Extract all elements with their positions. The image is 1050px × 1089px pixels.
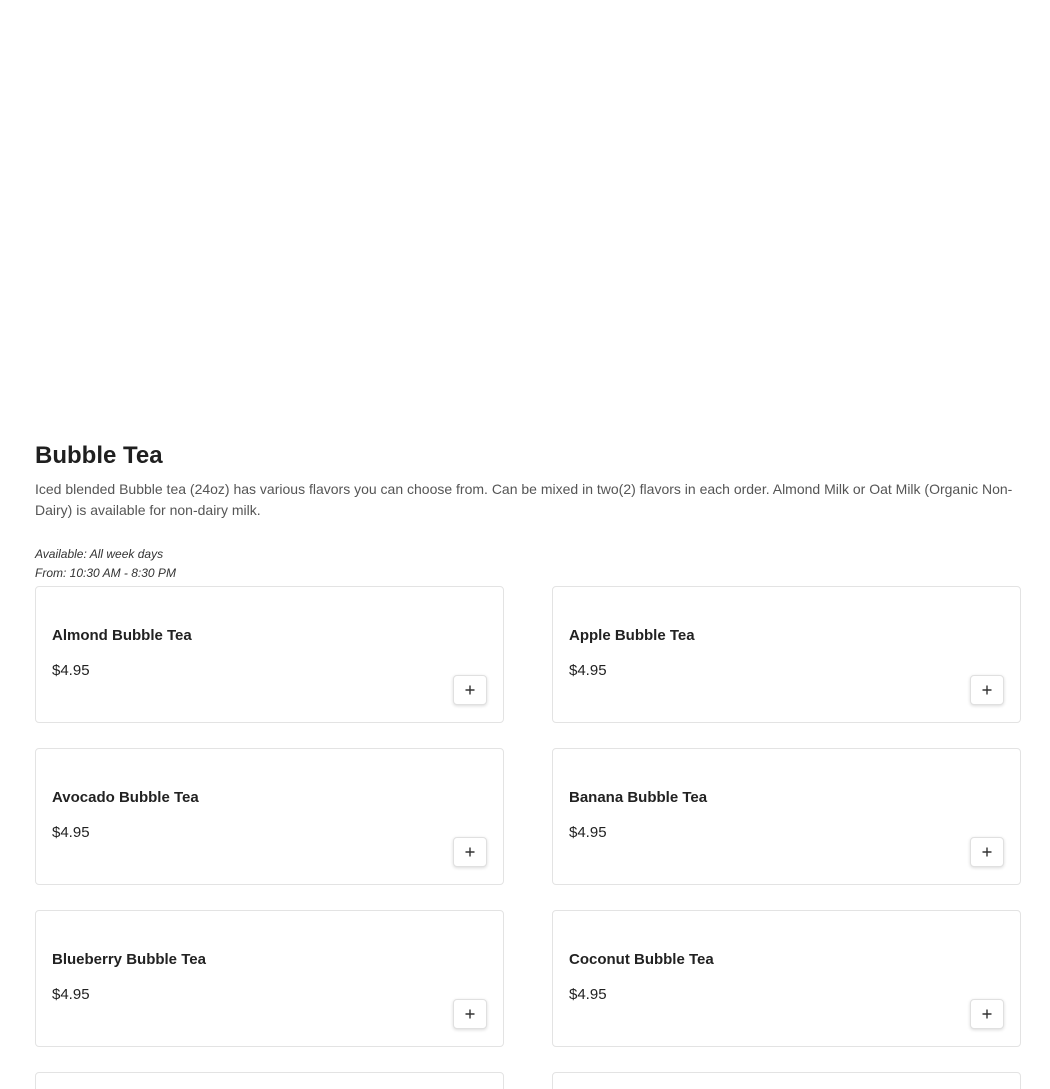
availability-hours: From: 10:30 AM - 8:30 PM [35, 566, 176, 580]
menu-item-name: Blueberry Bubble Tea [52, 951, 206, 968]
add-item-button[interactable] [970, 837, 1004, 867]
menu-item-card[interactable] [35, 910, 504, 1047]
menu-item-card[interactable] [552, 910, 1021, 1047]
plus-icon [982, 1009, 992, 1019]
menu-item-price: $4.95 [52, 986, 90, 1003]
plus-icon [465, 847, 475, 857]
menu-item-card[interactable] [552, 586, 1021, 723]
category-title: Bubble Tea [35, 442, 163, 469]
menu-item-name: Apple Bubble Tea [569, 627, 695, 644]
availability-info [35, 545, 1021, 583]
menu-item-name: Banana Bubble Tea [569, 789, 708, 806]
menu-item-card[interactable] [35, 1072, 504, 1089]
menu-item-price: $4.95 [52, 662, 90, 679]
menu-item-name: Avocado Bubble Tea [52, 789, 199, 806]
category-section [35, 440, 1021, 583]
category-description: Iced blended Bubble tea (24oz) has various flavors you can choose from. Can be mixed in two(2) flavors in each order. Almond Milk or Oat Milk (Organic Non-Dairy) is available for non-dairy milk. [35, 481, 1013, 518]
menu-item-price: $4.95 [569, 824, 607, 841]
availability-days: Available: All week days [35, 547, 164, 561]
plus-icon [465, 685, 475, 695]
menu-item-price: $4.95 [569, 662, 607, 679]
add-item-button[interactable] [970, 999, 1004, 1029]
plus-icon [982, 685, 992, 695]
plus-icon [465, 1009, 475, 1019]
add-item-button[interactable] [970, 675, 1004, 705]
menu-item-name: Almond Bubble Tea [52, 627, 192, 644]
menu-item-card[interactable] [552, 1072, 1021, 1089]
add-item-button[interactable] [453, 837, 487, 867]
menu-item-price: $4.95 [569, 986, 607, 1003]
menu-item-card[interactable] [35, 586, 504, 723]
menu-item-card[interactable] [35, 748, 504, 885]
menu-item-card[interactable] [552, 748, 1021, 885]
menu-item-price: $4.95 [52, 824, 90, 841]
menu-item-grid [35, 586, 1021, 1089]
plus-icon [982, 847, 992, 857]
add-item-button[interactable] [453, 999, 487, 1029]
menu-item-name: Coconut Bubble Tea [569, 951, 714, 968]
add-item-button[interactable] [453, 675, 487, 705]
